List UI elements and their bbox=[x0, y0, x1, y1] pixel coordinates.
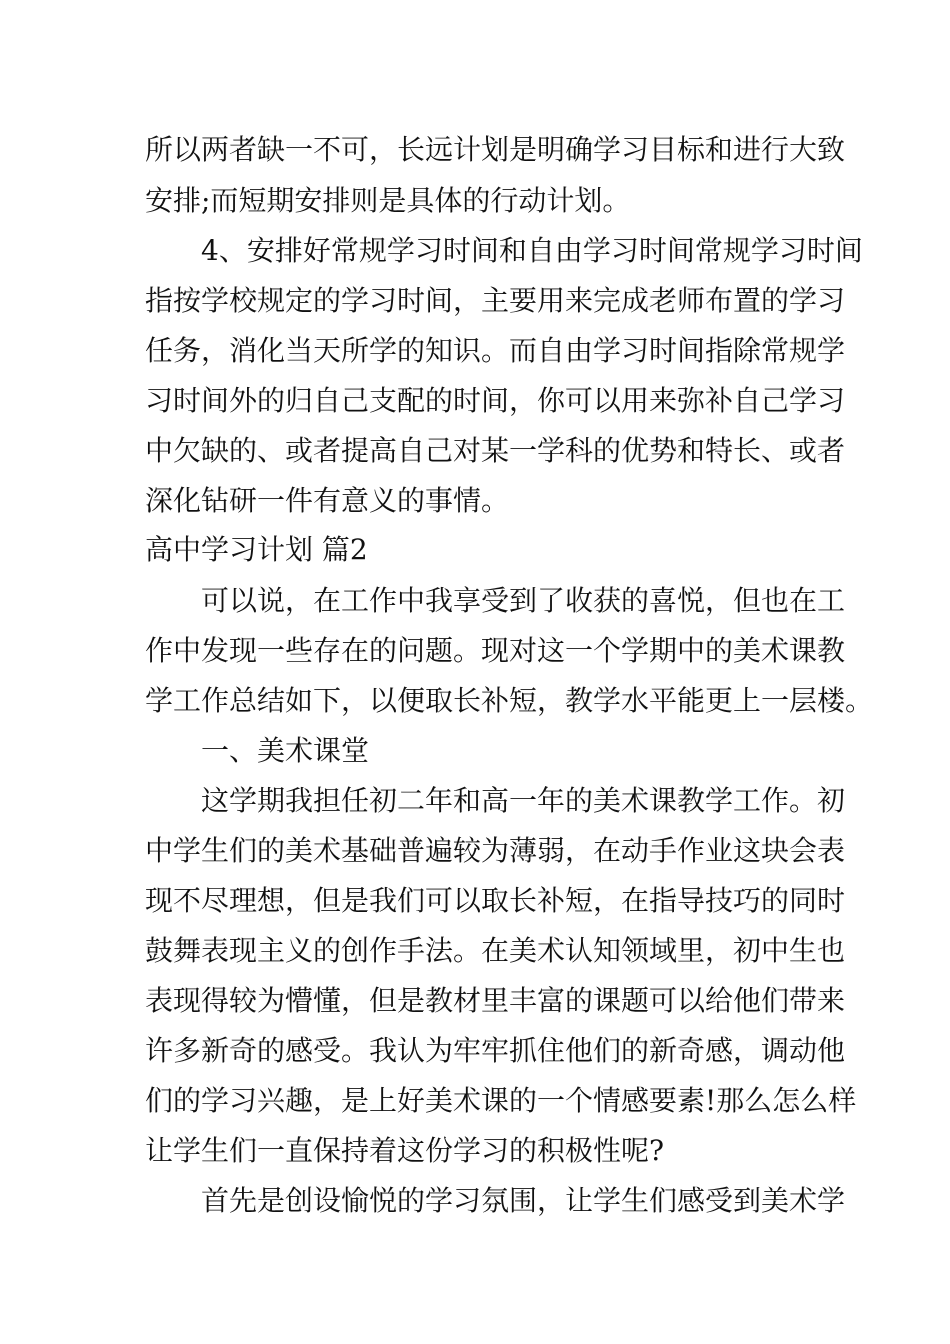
text-line: 学工作总结如下，以便取长补短，教学水平能更上一层楼。 bbox=[145, 684, 874, 717]
text-line: 作中发现一些存在的问题。现对这一个学期中的美术课教 bbox=[145, 634, 846, 667]
text-line: 安排;而短期安排则是具体的行动计划。 bbox=[145, 184, 631, 217]
section-heading: 高中学习计划 篇2 bbox=[145, 533, 368, 566]
text-line: 表现得较为懵懂，但是教材里丰富的课题可以给他们带来 bbox=[145, 984, 846, 1017]
text-line: 这学期我担任初二年和高一年的美术课教学工作。初 bbox=[145, 784, 846, 817]
text-line: 深化钻研一件有意义的事情。 bbox=[145, 484, 510, 517]
text-line: 可以说，在工作中我享受到了收获的喜悦，但也在工 bbox=[145, 584, 846, 617]
subsection-heading: 一、美术课堂 bbox=[145, 734, 370, 767]
text-line: 4、安排好常规学习时间和自由学习时间常规学习时间 bbox=[145, 234, 863, 267]
text-line: 中欠缺的、或者提高自己对某一学科的优势和特长、或者 bbox=[145, 434, 846, 467]
text-line: 所以两者缺一不可，长远计划是明确学习目标和进行大致 bbox=[145, 133, 846, 166]
text-line: 许多新奇的感受。我认为牢牢抓住他们的新奇感，调动他 bbox=[145, 1034, 846, 1067]
text-line: 现不尽理想，但是我们可以取长补短，在指导技巧的同时 bbox=[145, 884, 846, 917]
text-line: 首先是创设愉悦的学习氛围，让学生们感受到美术学 bbox=[145, 1184, 846, 1217]
text-line: 鼓舞表现主义的创作手法。在美术认知领域里，初中生也 bbox=[145, 934, 846, 967]
text-line: 让学生们一直保持着这份学习的积极性呢? bbox=[145, 1134, 665, 1167]
text-line: 中学生们的美术基础普遍较为薄弱，在动手作业这块会表 bbox=[145, 834, 846, 867]
text-line: 习时间外的归自己支配的时间，你可以用来弥补自己学习 bbox=[145, 384, 846, 417]
text-line: 们的学习兴趣，是上好美术课的一个情感要素!那么怎么样 bbox=[145, 1084, 857, 1117]
text-line: 任务，消化当天所学的知识。而自由学习时间指除常规学 bbox=[145, 334, 846, 367]
text-line: 指按学校规定的学习时间，主要用来完成老师布置的学习 bbox=[145, 284, 846, 317]
